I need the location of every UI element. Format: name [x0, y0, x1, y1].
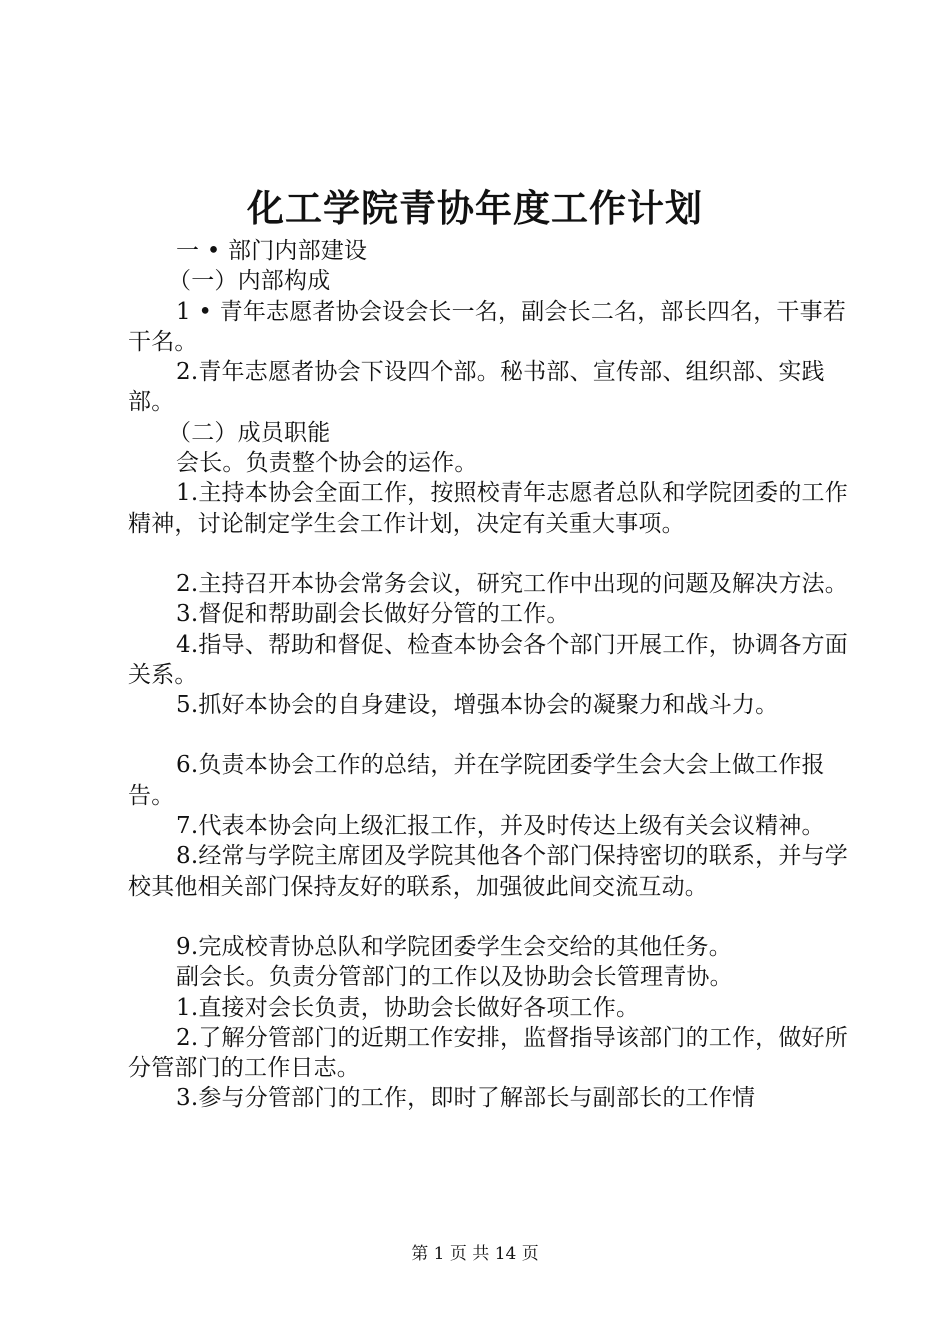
paragraph: 6.负责本协会工作的总结，并在学院团委学生会大会上做工作报告。	[128, 752, 825, 809]
paragraph: 会长。负责整个协会的运作。	[176, 450, 478, 477]
paragraph: 5.抓好本协会的自身建设，增强本协会的凝聚力和战斗力。	[176, 692, 779, 719]
paragraph-gap	[128, 720, 852, 750]
paragraph: 2.了解分管部门的近期工作安排，监督指导该部门的工作，做好所分管部门的工作日志。	[128, 1024, 848, 1082]
document-title: 化工学院青协年度工作计划	[247, 186, 703, 230]
paragraph-subheading: （一）内部构成	[168, 268, 331, 295]
paragraph: 9.完成校青协总队和学院团委学生会交给的其他任务。	[176, 933, 732, 960]
paragraph-gap	[128, 539, 852, 569]
paragraph: 2.主持召开本协会常务会议，研究工作中出现的问题及解决方法。	[176, 570, 848, 597]
paragraph: 3.督促和帮助副会长做好分管的工作。	[176, 601, 570, 628]
paragraph: 8.经常与学院主席团及学院其他各个部门保持密切的联系，并与学校其他相关部门保持友好的联系，加强彼此间交流互动。	[128, 843, 848, 900]
paragraph-section-heading: 一 • 部门内部建设	[176, 238, 368, 264]
paragraph: 1 • 青年志愿者协会设会长一名，副会长二名，部长四名，干事若干名。	[128, 298, 847, 355]
paragraph: 1.直接对会长负责，协助会长做好各项工作。	[176, 994, 640, 1021]
paragraph: 4.指导、帮助和督促、检查本协会各个部门开展工作，协调各方面关系。	[128, 631, 848, 688]
paragraph: 7.代表本协会向上级汇报工作，并及时传达上级有关会议精神。	[176, 813, 825, 840]
paragraph-subheading: （二）成员职能	[168, 419, 331, 446]
page-footer: 第 1 页 共 14 页	[411, 1244, 539, 1264]
paragraph: 副会长。负责分管部门的工作以及协助会长管理青协。	[176, 964, 733, 991]
paragraph: 3.参与分管部门的工作，即时了解部长与副部长的工作情	[176, 1085, 756, 1112]
document-body	[128, 236, 852, 1114]
paragraph: 1.主持本协会全面工作，按照校青年志愿者总队和学院团委的工作精神，讨论制定学生会工作计划，决定有关重大事项。	[128, 480, 848, 537]
paragraph-gap	[128, 902, 852, 932]
paragraph: 2.青年志愿者协会下设四个部。秘书部、宣传部、组织部、实践部。	[128, 359, 825, 416]
